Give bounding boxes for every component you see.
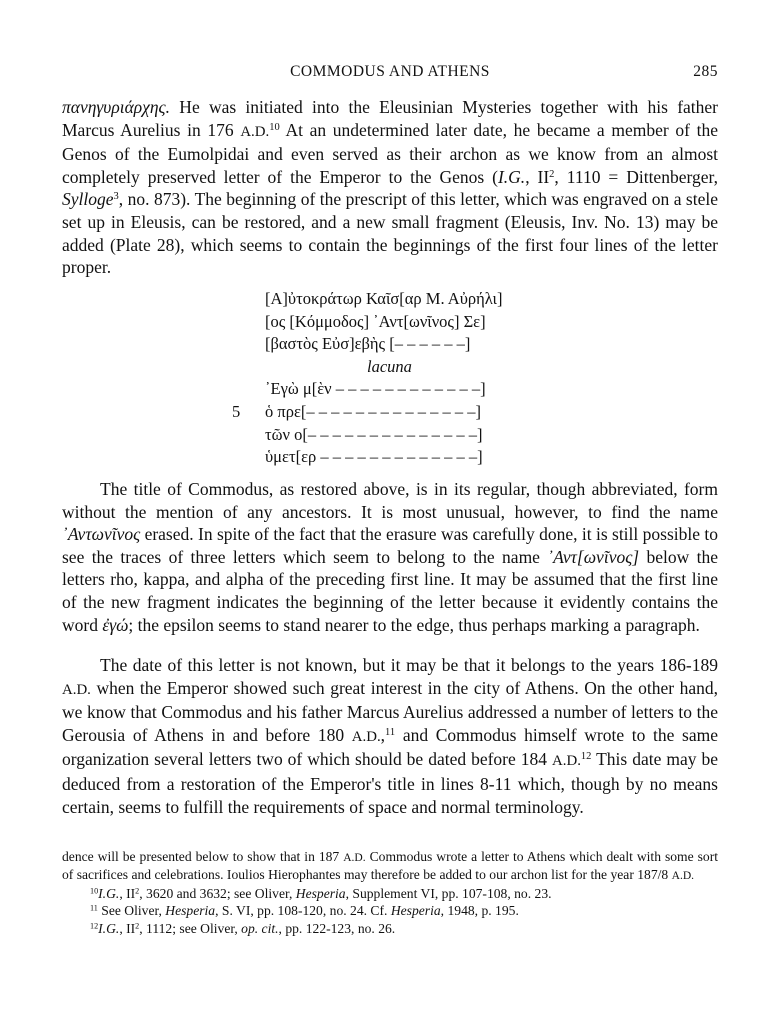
inscription-text: [Α]ὐτοκράτωρ Καῖσ[αρ Μ. Αὐρήλι] [265,289,503,308]
era-abbrev: A.D. [343,851,366,864]
footnote-ref-10: 10 [269,121,280,133]
footnote-ref-11: 11 [385,727,396,739]
inscription-lacuna-line [232,356,552,379]
lacuna-label: lacuna [367,356,412,376]
inscription-line [232,378,552,401]
text-run: , S. VI, pp. 108-120, no. 24. Cf. [215,903,391,919]
page-number: 285 [693,63,718,80]
text-run: when the Emperor showed such great interest in the city of Athens. On the other hand, we know that Commodus and his father Marcus Aurelius addressed a number of letters to the Gerousia of Athens in and before 180 [62,677,718,745]
paragraph-2 [62,478,718,636]
inscription-block [232,288,552,469]
superscript: 2 [549,169,555,181]
inscription-line [232,446,552,469]
text-run: , Supplement VI, pp. 107-108, no. 23. [345,885,552,901]
text-run: , 1948, p. 195. [440,903,519,919]
text-run: , II [119,885,136,901]
superscript: 3 [113,191,119,203]
text-run: below the letters rho, kappa, and alpha of the preceding first line. It may be assumed that the first line of the new fragment indicates the beginning of the letter because it evidently contains the word [62,546,718,635]
era-abbrev: A.D. [240,123,270,140]
inscription-line [232,424,552,447]
text-run: , pp. 122-123, no. 26. [278,920,396,936]
text-run: , 3620 and 3632; see Oliver, [139,885,296,901]
inscription-line [232,311,552,334]
footnote-11 [62,902,718,919]
text-run: and Commodus himself wrote to the same organization several letters two of which should be dated before 184 [62,724,719,770]
text-run: , [380,724,386,745]
text-run: This date may be deduced from a restoration of the Emperor's title in lines 8-11 which, though by no means certain, seems to fulfill the requirements of space and normal terminology. [62,749,718,817]
greek-word: πανηγυριάρχης. [62,97,171,117]
paragraph-1 [62,96,718,279]
citation-hesperia: Hesperia [390,903,441,919]
citation-ig: I.G. [497,166,526,187]
citation-sylloge: Sylloge [62,189,114,210]
text-run: dence will be presented below to show that in 187 [62,849,344,864]
text-run: See Oliver, [97,903,166,919]
greek-word: ᾿Αντ[ωνῖνος] [547,546,640,567]
line-number: 5 [232,401,241,421]
footnote-12 [62,920,718,937]
citation-ig: I.G. [98,920,120,936]
inscription-text: τῶν ο[– – – – – – – – – – – – – –] [265,424,483,444]
citation-hesperia: Hesperia [165,903,216,919]
text-run: , II [525,166,550,187]
superscript: 2 [135,921,140,931]
text-run: , no. 873). The beginning of the prescript of this letter, which was engraved on a stele set up in Eleusis, can be restored, and a new small fragment (Eleusis, Inv. No. 13) may be added (Plate 28), which seems to contain the beginnings of the first four lines of the letter proper. [62,189,718,278]
inscription-line [232,288,552,311]
text-run: At an undetermined later date, he became a member of the Genos of the Eumolpidai and even served as their archon as we know from an almost completely preserved letter of the Emperor to the Genos ( [62,119,718,187]
inscription-line [232,333,552,356]
text-run: ; the epsilon seems to stand nearer to the edge, thus perhaps marking a paragraph. [128,614,700,635]
inscription-line [232,401,552,424]
inscription-text: [ος [Κόμμοδος] ᾿Αντ[ωνῖνος] Σε] [265,311,486,331]
footnote-number: 10 [90,886,99,896]
citation-op-cit: op. cit. [241,920,279,936]
inscription-text: ᾿Εγὼ μ[ὲν – – – – – – – – – – – –] [265,379,486,399]
era-abbrev: A.D. [62,681,91,698]
era-abbrev: A.D. [351,728,381,745]
era-abbrev: A.D. [671,869,695,883]
running-title: COMMODUS AND ATHENS [290,63,490,80]
text-run: The title of Commodus, as restored above, is in its regular, though abbreviated, form without the mention of any ancestors. It is most unusual, however, to find the name [62,479,718,522]
text-run: , 1110 = Dittenberger, [554,166,718,187]
footnote-ref-12: 12 [580,751,592,763]
paragraph-3 [62,654,718,818]
era-abbrev: A.D. [552,753,581,770]
greek-word: ἐγώ [102,614,129,635]
superscript: 2 [135,886,140,896]
inscription-text: ὑμετ[ερ – – – – – – – – – – – – –] [265,447,483,467]
text-run: , 1112; see Oliver, [139,920,242,936]
inscription-text: [βαστὸς Εὐσ]εβὴς [– – – – – –] [265,334,471,354]
text-run: The date of this letter is not known, but it may be that it belongs to the years 186-189 [100,655,718,675]
text-run: erased. In spite of the fact that the erasure was carefully done, it is still possible to see the traces of three letters which seem to belong to the name [62,524,718,567]
footnote-number: 11 [90,903,98,913]
running-header [62,63,718,85]
citation-ig: I.G. [98,885,120,901]
inscription-text: ὁ πρε[– – – – – – – – – – – – – –] [265,401,481,421]
footnote-10 [62,885,718,902]
text-run: He was initiated into the Eleusinian Mysteries together with his father Marcus Aurelius in 176 [62,97,718,140]
footnote-continuation [62,848,718,885]
greek-word: ᾿Αντωνῖνος [62,524,141,545]
text-run: , II [119,920,136,936]
footnote-number: 12 [90,921,99,931]
citation-hesperia: Hesperia [295,885,346,901]
footnotes [62,848,718,937]
text-run: Commodus wrote a letter to Athens which dealt with some sort of sacrifices and celebrations. Ioulios Hierophantes may therefore be added to our archon list for the year 187/8 [62,849,718,883]
